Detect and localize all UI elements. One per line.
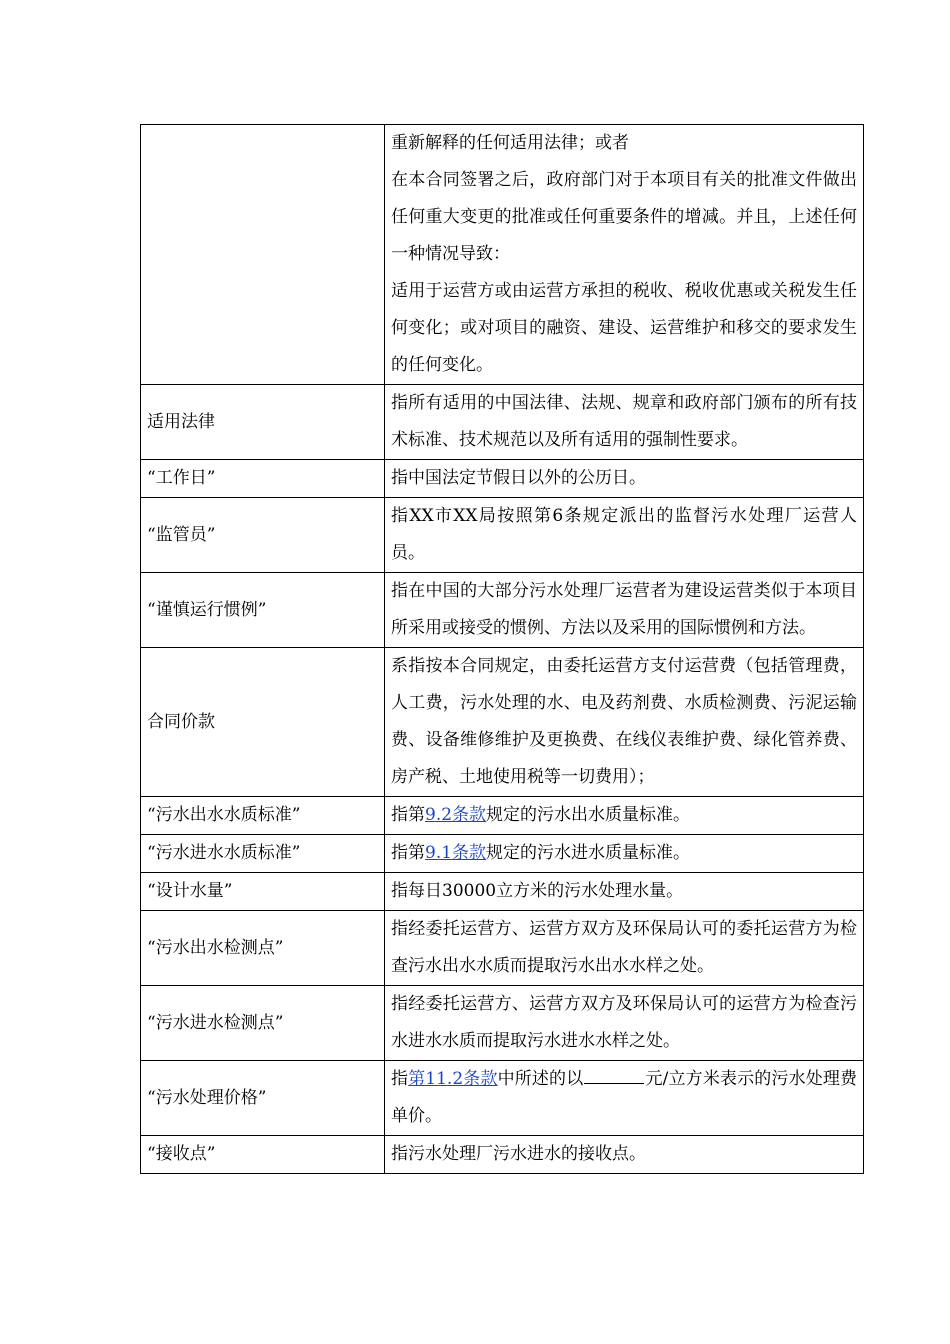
definition-cell: 指经委托运营方、运营方双方及环保局认可的运营方为检查污水进水水质而提取污水进水水样之处。 (385, 986, 864, 1061)
term-cell: “设计水量” (141, 873, 385, 911)
term-cell: “污水处理价格” (141, 1061, 385, 1136)
table-row (141, 125, 864, 385)
table-row (141, 986, 864, 1061)
definition-cell (385, 835, 864, 873)
definition-prefix: 指第 (391, 843, 425, 863)
table-row (141, 648, 864, 797)
term-cell: 合同价款 (141, 648, 385, 797)
definition-cell: 指XX市XX局按照第6条规定派出的监督污水处理厂运营人员。 (385, 498, 864, 573)
table-row (141, 911, 864, 986)
definition-suffix: 规定的污水出水质量标准。 (486, 805, 691, 825)
term-cell: “监管员” (141, 498, 385, 573)
term-cell: “工作日” (141, 460, 385, 498)
term-cell: “谨慎运行惯例” (141, 573, 385, 648)
definition-middle: 中所述的以 (497, 1069, 584, 1089)
definition-cell (385, 797, 864, 835)
term-cell: “污水出水检测点” (141, 911, 385, 986)
definition-cell: 指每日30000立方米的污水处理水量。 (385, 873, 864, 911)
definition-prefix: 指第 (391, 805, 425, 825)
term-cell: 适用法律 (141, 385, 385, 460)
table-row (141, 835, 864, 873)
definition-cell: 指污水处理厂污水进水的接收点。 (385, 1136, 864, 1174)
definition-paragraph: 在本合同签署之后，政府部门对于本项目有关的批准文件做出任何重大变更的批准或任何重要条件的增减。并且，上述任何一种情况导致： (391, 170, 857, 264)
table-row (141, 1061, 864, 1136)
term-cell: “接收点” (141, 1136, 385, 1174)
definition-cell: 指所有适用的中国法律、法规、规章和政府部门颁布的所有技术标准、技术规范以及所有适用的强制性要求。 (385, 385, 864, 460)
definition-prefix: 指 (391, 1069, 409, 1089)
definition-cell (385, 125, 864, 385)
term-cell: “污水进水水质标准” (141, 835, 385, 873)
clause-link[interactable]: 9.2条款 (425, 805, 487, 825)
definition-suffix: 规定的污水进水质量标准。 (486, 843, 691, 863)
definition-cell: 系指按本合同规定，由委托运营方支付运营费（包括管理费，人工费，污水处理的水、电及药剂费、水质检测费、污泥运输费、设备维修维护及更换费、在线仪表维护费、绿化管养费、房产税、土地使用税等一切费用）； (385, 648, 864, 797)
table-row (141, 873, 864, 911)
definition-cell (385, 1061, 864, 1136)
table-row (141, 1136, 864, 1174)
definitions-table (140, 124, 864, 1174)
definition-suffix: 元/立方米表示的污水处理费单价。 (391, 1069, 858, 1126)
clause-link[interactable]: 第11.2条款 (408, 1069, 498, 1089)
table-row (141, 460, 864, 498)
term-cell (141, 125, 385, 385)
definition-cell: 指在中国的大部分污水处理厂运营者为建设运营类似于本项目所采用或接受的惯例、方法以及采用的国际惯例和方法。 (385, 573, 864, 648)
fill-in-blank (584, 1082, 644, 1084)
table-row (141, 385, 864, 460)
definition-cell: 指经委托运营方、运营方双方及环保局认可的委托运营方为检查污水出水水质而提取污水出水水样之处。 (385, 911, 864, 986)
definition-paragraph: 适用于运营方或由运营方承担的税收、税收优惠或关税发生任何变化；或对项目的融资、建设、运营维护和移交的要求发生的任何变化。 (391, 281, 857, 375)
table-row (141, 498, 864, 573)
term-cell: “污水出水水质标准” (141, 797, 385, 835)
term-cell: “污水进水检测点” (141, 986, 385, 1061)
table-row (141, 797, 864, 835)
clause-link[interactable]: 9.1条款 (425, 843, 487, 863)
table-row (141, 573, 864, 648)
definition-cell: 指中国法定节假日以外的公历日。 (385, 460, 864, 498)
definition-paragraph: 重新解释的任何适用法律；或者 (391, 133, 629, 153)
